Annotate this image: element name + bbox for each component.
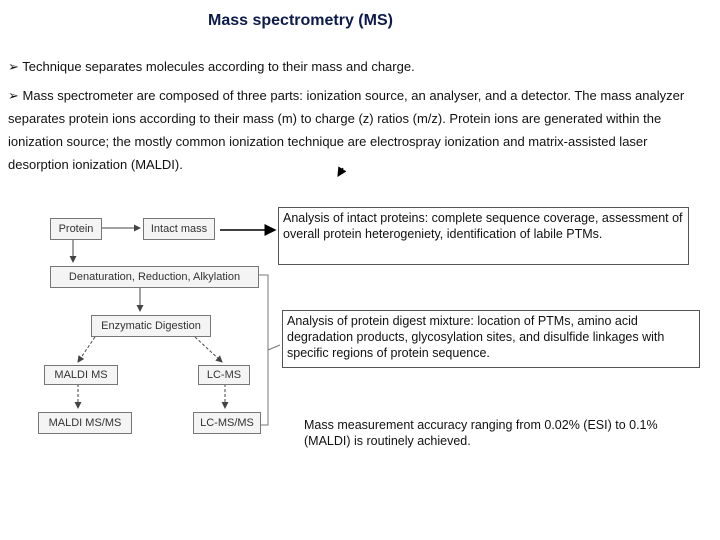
intact-analysis-note: Analysis of intact proteins: complete sequence coverage, assessment of overall protein heterogeniety, identification of labile PTMs. (278, 207, 689, 265)
bullet-text: Mass spectrometer are composed of three parts: ionization source, an analyser, and a detector. The mass analyzer separates protein ions according to their mass (m) to charge (z) ratios (m/z). Protein ions are generated within the ionization source; the mostly common ionization technique are electrospray ionization and matrix-assisted laser desorption ionization (MALDI). (8, 88, 685, 172)
denaturation-box: Denaturation, Reduction, Alkylation (50, 266, 259, 288)
bracket-to-digest-note (268, 345, 280, 350)
lc-ms-box: LC-MS (198, 365, 250, 385)
intact-mass-box: Intact mass (143, 218, 215, 240)
accuracy-note: Mass measurement accuracy ranging from 0.02% (ESI) to 0.1% (MALDI) is routinely achieved. (304, 418, 658, 448)
maldi-ms-box: MALDI MS (44, 365, 118, 385)
arrow-digestion-to-maldi (78, 337, 95, 362)
protein-box: Protein (50, 218, 102, 240)
arrow-bullet-icon: ➢ (8, 88, 19, 103)
bracket-connector (258, 275, 268, 425)
digestion-box: Enzymatic Digestion (91, 315, 211, 337)
arrow-bullet-icon: ➢ (8, 59, 19, 74)
digest-analysis-note: Analysis of protein digest mixture: location of PTMs, amino acid degradation products, glycosylation sites, and disulfide linkages with specific regions of protein sequence. (282, 310, 700, 368)
maldi-msms-box: MALDI MS/MS (38, 412, 132, 434)
maldi-pointer-arrow (338, 168, 343, 176)
bullet-text: Technique separates molecules according to their mass and charge. (22, 59, 415, 74)
lc-msms-box: LC-MS/MS (193, 412, 261, 434)
arrow-digestion-to-lcms (195, 337, 222, 362)
page-title: Mass spectrometry (MS) (208, 12, 393, 29)
